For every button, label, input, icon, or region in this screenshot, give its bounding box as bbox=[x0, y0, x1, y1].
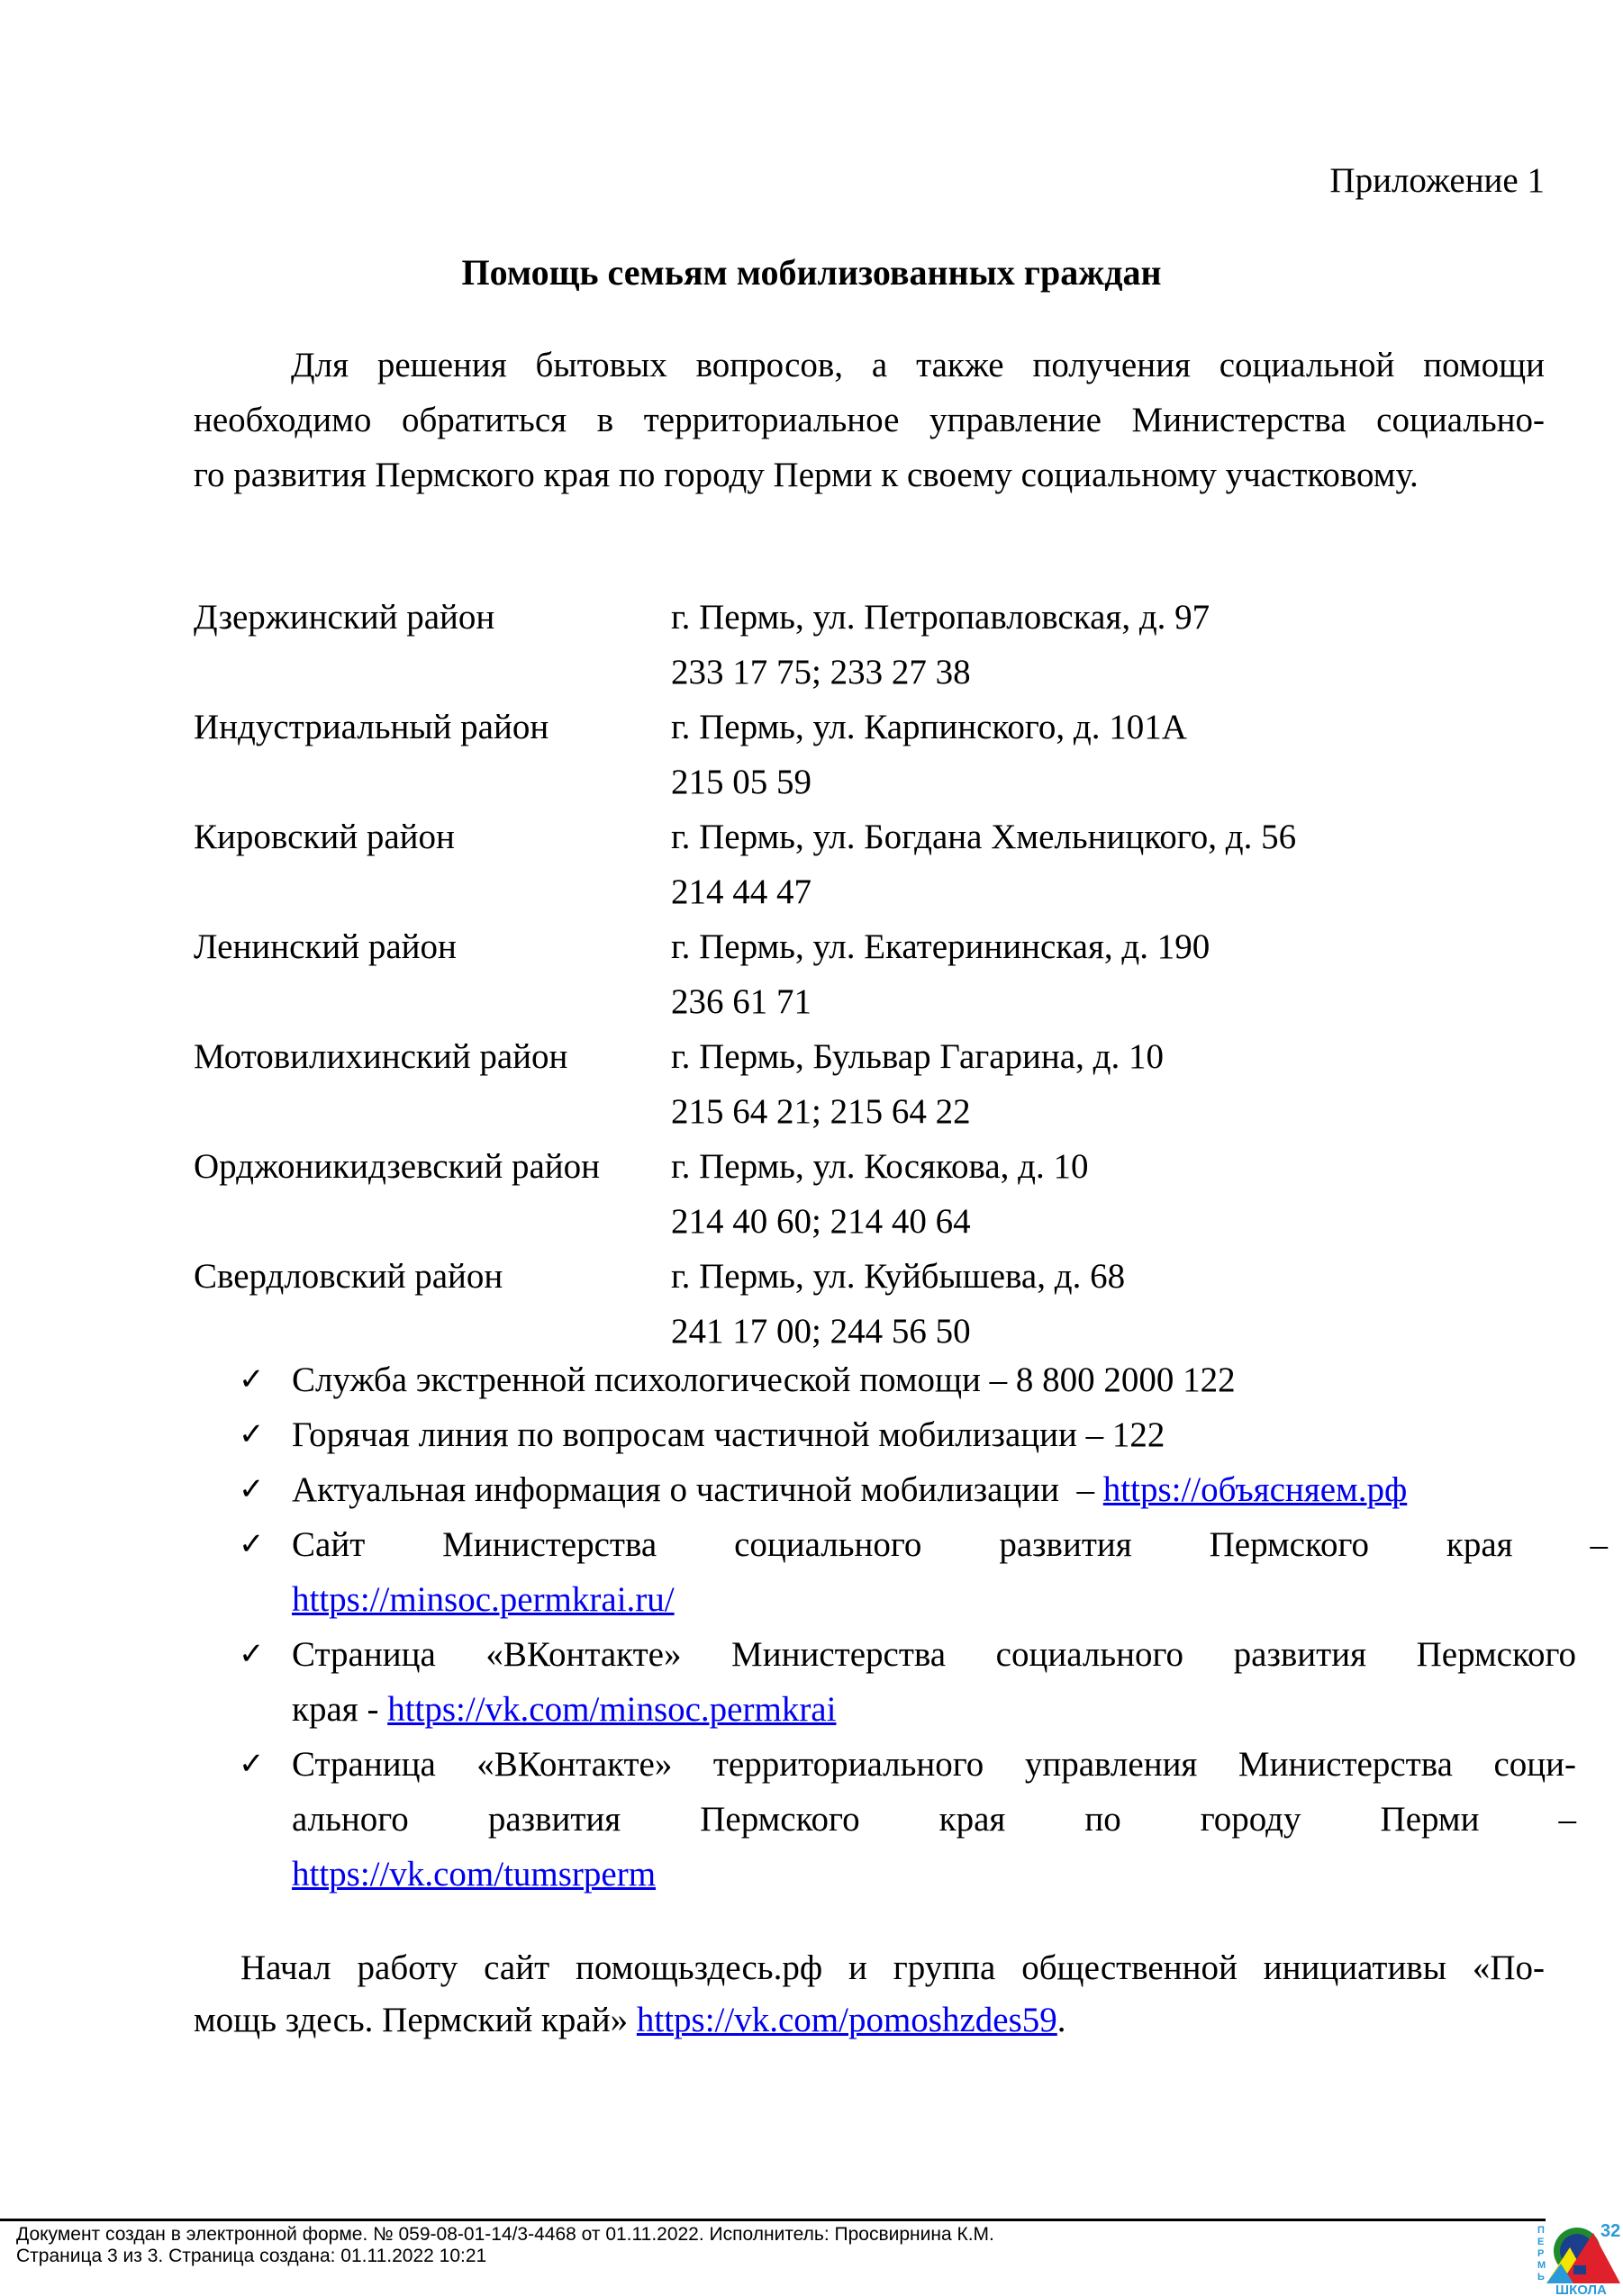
closing-period: . bbox=[1056, 2001, 1066, 2039]
list-item-text: Служба экстренной психологической помощи – 8 800 2000 122 bbox=[292, 1360, 1236, 1399]
check-icon: ✓ bbox=[239, 1528, 265, 1561]
logo-screen bbox=[1573, 2265, 1586, 2274]
district-phones: 214 44 47 bbox=[671, 872, 812, 911]
district-address: г. Пермь, ул. Куйбышева, д. 68 bbox=[671, 1257, 1126, 1296]
districts-list bbox=[194, 590, 1545, 1359]
page-title: Помощь семьям мобилизованных граждан bbox=[461, 252, 1162, 293]
list-item-text: ального развития Пермского края по городу Перми – bbox=[292, 1800, 1576, 1839]
logo-number: 32 bbox=[1600, 2221, 1621, 2241]
intro-line: го развития Пермского края по городу Перми к своему социальному участковому. bbox=[194, 456, 1419, 494]
closing-line: Начал работу сайт помощьздесь.рф и группа общественной инициативы «По- bbox=[240, 1948, 1545, 1987]
district-row bbox=[194, 919, 1545, 1029]
district-address: г. Пермь, Бульвар Гагарина, д. 10 bbox=[671, 1037, 1164, 1076]
list-item bbox=[239, 1737, 1576, 1902]
footer-divider bbox=[0, 2219, 1546, 2221]
list-item-text: Актуальная информация о частичной мобилизации – bbox=[292, 1470, 1103, 1509]
district-row bbox=[194, 1029, 1545, 1139]
list-item-text: Страница «ВКонтакте» Министерства социального развития Пермского bbox=[292, 1635, 1576, 1674]
closing-line: мощь здесь. Пермский край» bbox=[194, 2001, 637, 2039]
district-phones: 241 17 00; 244 56 50 bbox=[671, 1312, 971, 1351]
intro-line: необходимо обратиться в территориальное управление Министерства социально- bbox=[194, 401, 1545, 439]
district-row bbox=[194, 700, 1545, 809]
district-address: г. Пермь, ул. Петропавловская, д. 97 bbox=[671, 598, 1210, 637]
intro-paragraph bbox=[194, 338, 1545, 502]
link-vk-tumsrperm[interactable]: https://vk.com/tumsrperm bbox=[292, 1855, 657, 1894]
link-vk-minsoc[interactable]: https://vk.com/minsoc.permkrai bbox=[387, 1690, 837, 1729]
district-address: г. Пермь, ул. Карпинского, д. 101А bbox=[671, 708, 1187, 746]
district-phones: 233 17 75; 233 27 38 bbox=[671, 653, 971, 692]
footer-stamp bbox=[16, 2224, 994, 2267]
district-address: г. Пермь, ул. Косякова, д. 10 bbox=[671, 1147, 1089, 1186]
logo-vertical-letter: Е bbox=[1537, 2237, 1545, 2247]
check-icon: ✓ bbox=[239, 1418, 265, 1451]
district-name: Кировский район bbox=[194, 818, 455, 856]
district-name: Индустриальный район bbox=[194, 708, 549, 746]
district-phones: 214 40 60; 214 40 64 bbox=[671, 1202, 971, 1241]
list-item bbox=[239, 1517, 1608, 1627]
closing-paragraph bbox=[194, 1940, 1545, 2045]
logo-vertical-letter: М bbox=[1537, 2260, 1546, 2271]
link-vk-pomoshzdes[interactable]: https://vk.com/pomoshzdes59 bbox=[636, 2001, 1057, 2039]
check-icon: ✓ bbox=[239, 1473, 265, 1506]
logo-bottom-text: ШКОЛА bbox=[1555, 2282, 1607, 2296]
check-icon: ✓ bbox=[239, 1638, 265, 1671]
district-name: Ленинский район bbox=[194, 927, 457, 966]
district-row bbox=[194, 590, 1545, 700]
district-name: Орджоникидзевский район bbox=[194, 1147, 601, 1186]
list-item-text: Сайт Министерства социального развития Пермского края – bbox=[292, 1525, 1608, 1564]
district-name: Свердловский район bbox=[194, 1257, 503, 1296]
appendix-label: Приложение 1 bbox=[1329, 161, 1545, 200]
link-minsoc-site[interactable]: https://minsoc.permkrai.ru/ bbox=[292, 1580, 675, 1619]
list-item bbox=[239, 1462, 1576, 1517]
district-address: г. Пермь, ул. Екатерининская, д. 190 bbox=[671, 927, 1210, 966]
check-icon: ✓ bbox=[239, 1363, 265, 1397]
logo-vertical-letter: П bbox=[1537, 2225, 1545, 2236]
list-item bbox=[239, 1407, 1576, 1462]
list-item-text: Горячая линия по вопросам частичной мобилизации – 122 bbox=[292, 1415, 1165, 1454]
check-icon: ✓ bbox=[239, 1748, 265, 1781]
district-row bbox=[194, 809, 1545, 919]
footer-line: Документ создан в электронной форме. № 059-08-01-14/3-4468 от 01.11.2022. Исполнитель: Просвирнина К.М. bbox=[16, 2224, 994, 2245]
district-phones: 236 61 71 bbox=[671, 982, 812, 1021]
district-row bbox=[194, 1249, 1545, 1359]
district-phones: 215 05 59 bbox=[671, 763, 812, 801]
resources-list bbox=[239, 1352, 1608, 1902]
footer-line: Страница 3 из 3. Страница создана: 01.11.2022 10:21 bbox=[16, 2246, 487, 2266]
logo-vertical-letter: Ь bbox=[1537, 2272, 1545, 2282]
school-logo bbox=[1534, 2220, 1623, 2296]
district-phones: 215 64 21; 215 64 22 bbox=[671, 1092, 971, 1131]
list-item-text: края - bbox=[292, 1690, 388, 1729]
district-row bbox=[194, 1139, 1545, 1249]
logo-vertical-letter: Р bbox=[1537, 2248, 1545, 2259]
list-item bbox=[239, 1627, 1576, 1737]
link-obyasnyaem[interactable]: https://объясняем.рф bbox=[1102, 1470, 1408, 1509]
district-name: Мотовилихинский район bbox=[194, 1037, 568, 1076]
list-item-text: Страница «ВКонтакте» территориального управления Министерства соци- bbox=[292, 1745, 1576, 1784]
district-address: г. Пермь, ул. Богдана Хмельницкого, д. 56 bbox=[671, 818, 1297, 856]
list-item bbox=[239, 1352, 1576, 1407]
intro-line: Для решения бытовых вопросов, а также получения социальной помощи bbox=[291, 346, 1545, 384]
district-name: Дзержинский район bbox=[194, 598, 495, 637]
